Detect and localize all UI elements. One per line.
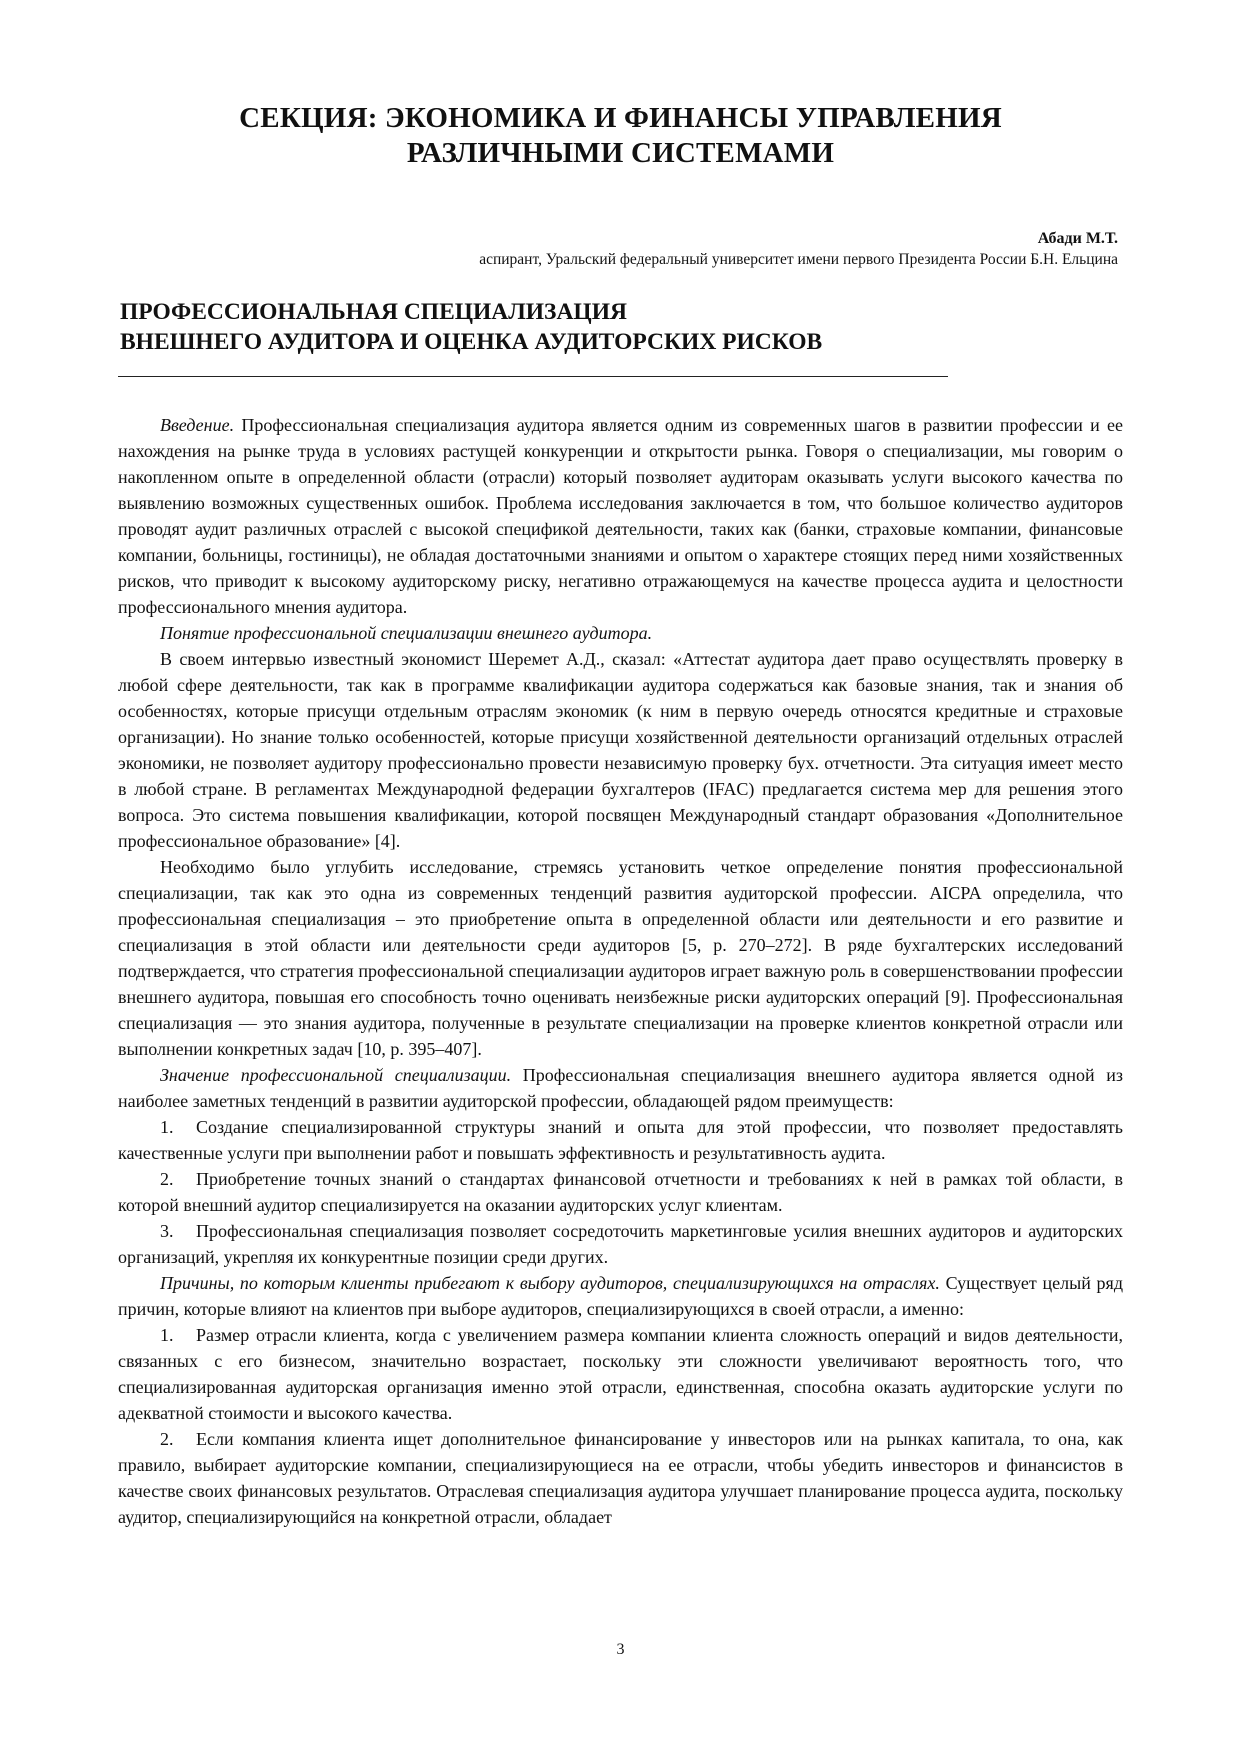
list-item-number: 1. <box>160 1325 174 1345</box>
paragraph-concept-heading <box>118 620 1123 646</box>
title-divider <box>118 376 948 377</box>
paragraph-reasons <box>118 1270 1123 1322</box>
list-item <box>118 1426 1123 1530</box>
section-title-line-2: РАЗЛИЧНЫМИ СИСТЕМАМИ <box>406 137 835 169</box>
list-item <box>118 1166 1123 1218</box>
section-title <box>120 101 1121 171</box>
list-item-number: 2. <box>160 1429 174 1449</box>
list-item-text: Приобретение точных знаний о стандартах финансовой отчетности и требованиях к ней в рамках той области, в которой внешний аудитор специализируется на оказании аудиторских услуг клиентам. <box>118 1169 1123 1215</box>
significance-lead: Значение профессиональной специализации. <box>160 1065 512 1085</box>
significance-text: Профессиональная специализация внешнего аудитора является одной из наиболее заметных тенденций в развитии аудиторской профессии, обладающей рядом преимуществ: <box>118 1065 1123 1111</box>
list-item-number: 2. <box>160 1169 174 1189</box>
list-item <box>118 1322 1123 1426</box>
article-title-line-1: ПРОФЕССИОНАЛЬНАЯ СПЕЦИАЛИЗАЦИЯ <box>120 299 627 325</box>
article-body <box>118 412 1123 1530</box>
introduction-lead: Введение. <box>160 415 235 435</box>
list-item-text: Размер отрасли клиента, когда с увеличением размера компании клиента сложность операций и видов деятельности, связанных с его бизнесом, значительно возрастает, поскольку эти сложности увеличивают вероятность того, что специализированная аудиторская организация именно этой отрасли, единственная, способна оказать аудиторские услуги по адекватной стоимости и высокого качества. <box>118 1325 1123 1423</box>
paragraph-introduction <box>118 412 1123 620</box>
article-title-line-2: ВНЕШНЕГО АУДИТОРА И ОЦЕНКА АУДИТОРСКИХ РИСКОВ <box>120 329 823 355</box>
paragraph-significance <box>118 1062 1123 1114</box>
section-title-line-1: СЕКЦИЯ: ЭКОНОМИКА И ФИНАНСЫ УПРАВЛЕНИЯ <box>239 102 1002 134</box>
paragraph-interview: В своем интервью известный экономист Шеремет А.Д., сказал: «Аттестат аудитора дает право осуществлять проверку в любой сфере деятельности, так как в программе квалификации аудитора содержаться как базовые знания, так и знания об особенностях, которые присущи отдельным отраслям экономик (к ним в первую очередь относятся кредитные и страховые организации). Но знание только особенностей, которые присущи хозяйственной деятельности организаций отдельных отраслей экономики, не позволяет аудитору профессионально провести независимую проверку бух. отчетности. Эта ситуация имеет место в любой стране. В регламентах Международной федерации бухгалтеров (IFAC) предлагается система мер для решения этого вопроса. Это система повышения квалификации, которой посвящен Международный стандарт образования «Дополнительное профессиональное образование» [4]. <box>118 649 1123 851</box>
page-number: 3 <box>616 1641 625 1658</box>
reasons-lead: Причины, по которым клиенты прибегают к выбору аудиторов, специализирующихся на отраслях. <box>160 1273 940 1293</box>
list-item-number: 1. <box>160 1117 174 1137</box>
list-item <box>118 1218 1123 1270</box>
list-item-number: 3. <box>160 1221 174 1241</box>
article-title <box>120 297 822 357</box>
list-item-text: Создание специализированной структуры знаний и опыта для этой профессии, что позволяет предоставлять качественные услуги при выполнении работ и повышать эффективность и результативность аудита. <box>118 1117 1123 1163</box>
reasons-text: Существует целый ряд причин, которые влияют на клиентов при выборе аудиторов, специализирующихся в своей отрасли, а именно: <box>118 1273 1123 1319</box>
concept-heading: Понятие профессиональной специализации внешнего аудитора. <box>160 623 653 643</box>
list-item-text: Профессиональная специализация позволяет сосредоточить маркетинговые усилия внешних аудиторов и аудиторских организаций, укрепляя их конкурентные позиции среди других. <box>118 1221 1123 1267</box>
author-name: Абади М.Т. <box>1037 230 1118 247</box>
introduction-text: Профессиональная специализация аудитора является одним из современных шагов в развитии профессии и ее нахождения на рынке труда в условиях растущей конкуренции и открытости рынка. Говоря о специализации, мы говорим о накопленном опыте в определенной области (отрасли) который позволяет аудиторам оказывать услуги высокого качества по выявлению возможных существенных ошибок. Проблема исследования заключается в том, что большое количество аудиторов проводят аудит различных отраслей с высокой спецификой деятельности, таких как (банки, страховые компании, финансовые компании, больницы, гостиницы), не обладая достаточными знаниями и опытом о характере стоящих перед ними хозяйственных рисков, что приводит к высокому аудиторскому риску, негативно отражающемуся на качестве процесса аудита и целостности профессионального мнения аудитора. <box>118 415 1123 617</box>
author-affiliation: аспирант, Уральский федеральный университет имени первого Президента России Б.Н. Ельцина <box>479 251 1118 268</box>
paragraph-definition: Необходимо было углубить исследование, стремясь установить четкое определение понятия профессиональной специализации, так как это одна из современных тенденций развития аудиторской профессии. AICPA определила, что профессиональная специализация – это приобретение опыта в определенной области или деятельности и его развитие и специализация в этой области или деятельности среди аудиторов [5, p. 270–272]. В ряде бухгалтерских исследований подтверждается, что стратегия профессиональной специализации аудиторов играет важную роль в совершенствовании профессии внешнего аудитора, повышая его способность точно оценивать неизбежные риски аудиторских операций [9]. Профессиональная специализация — это знания аудитора, полученные в результате специализации на проверке клиентов конкретной отрасли или выполнении конкретных задач [10, p. 395–407]. <box>118 857 1123 1059</box>
list-item <box>118 1114 1123 1166</box>
list-item-text: Если компания клиента ищет дополнительное финансирование у инвесторов или на рынках капитала, то она, как правило, выбирает аудиторские компании, специализирующиеся на ее отрасли, чтобы убедить инвесторов и финансистов в качестве своих финансовых результатов. Отраслевая специализация аудитора улучшает планирование процесса аудита, поскольку аудитор, специализирующийся на конкретной отрасли, обладает <box>118 1429 1123 1527</box>
